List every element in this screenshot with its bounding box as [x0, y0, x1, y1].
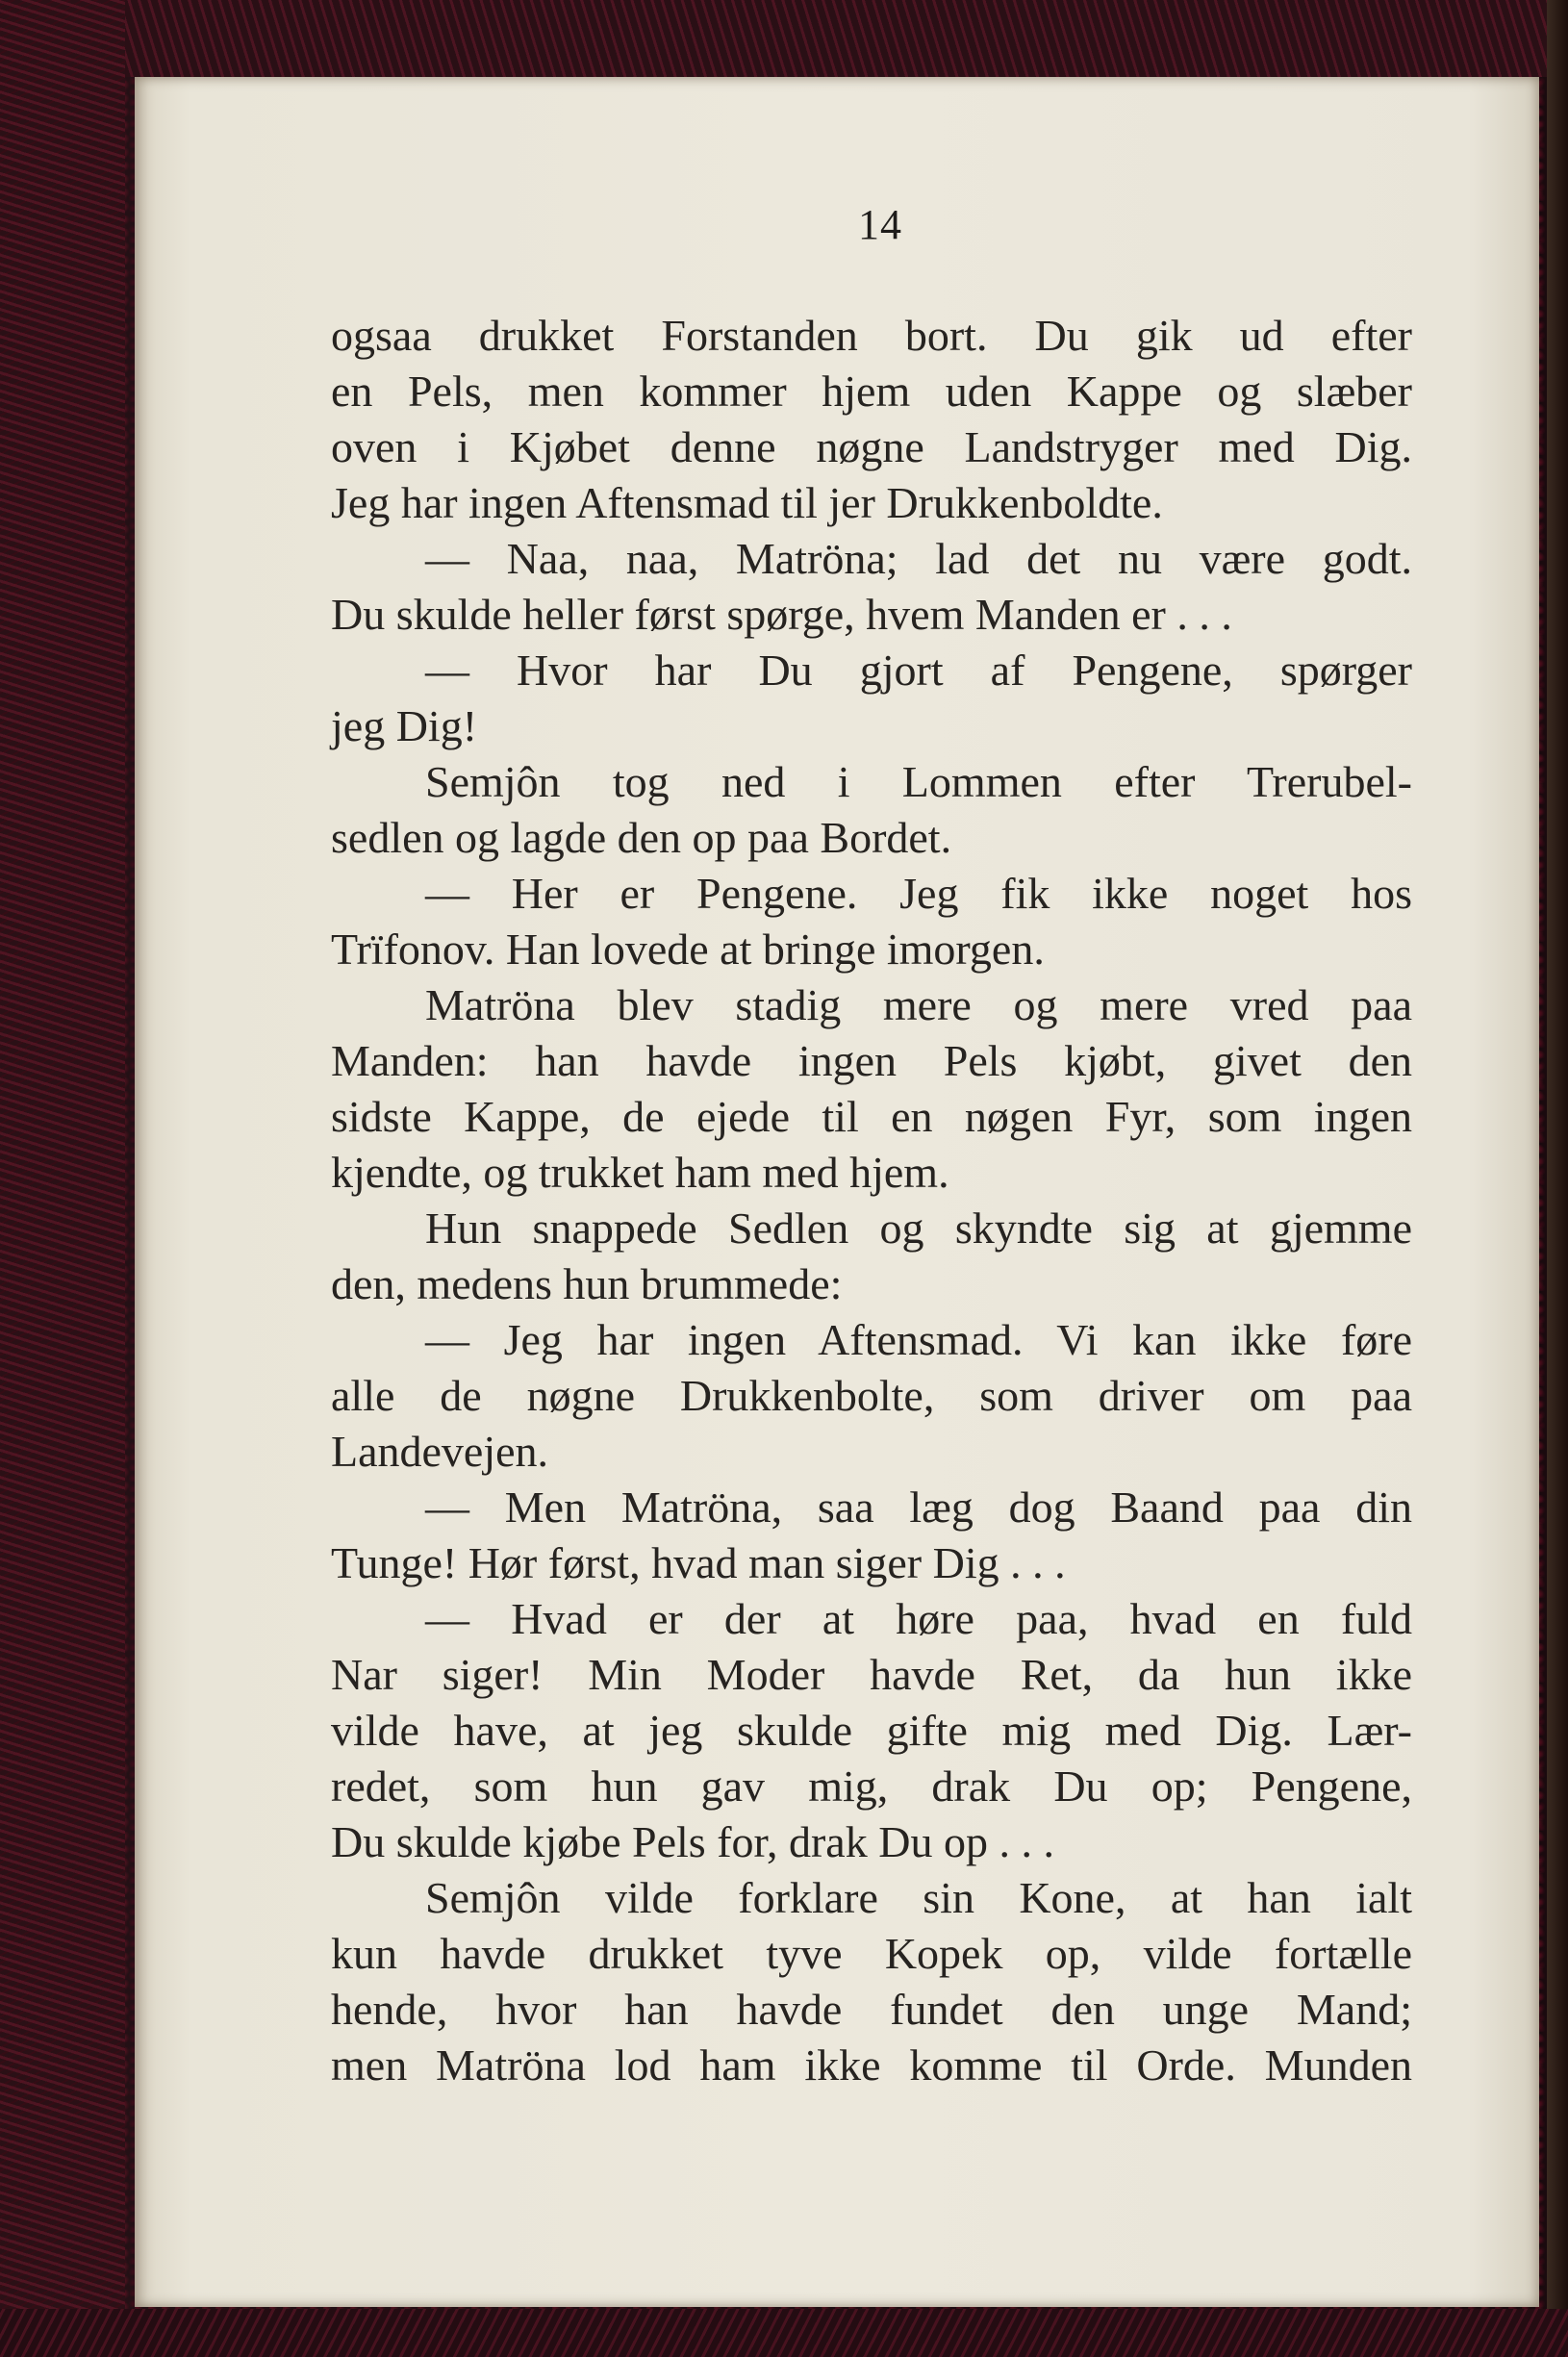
text-line-content: Jeg har ingen Aftensmad til jer Drukkenboldte. [331, 478, 1163, 527]
cover-edge-right [1547, 0, 1568, 2357]
text-line-content: men Matröna lod ham ikke komme til Orde. Munden [331, 2040, 1412, 2090]
text-line [331, 1256, 1412, 1312]
text-line [331, 1089, 1412, 1145]
text-line [331, 1703, 1412, 1759]
text-line-content: Du skulde heller først spørge, hvem Manden er . . . [331, 590, 1232, 639]
text-line [331, 419, 1412, 475]
text-line-content: alle de nøgne Drukkenbolte, som driver om paa [331, 1371, 1412, 1420]
text-line [331, 2038, 1412, 2093]
cover-edge-left [0, 0, 125, 2357]
text-line-content: den, medens hun brummede: [331, 1259, 843, 1308]
text-line-content: — Hvor har Du gjort af Pengene, spørger [425, 646, 1412, 695]
text-line-content: Landevejen. [331, 1427, 549, 1476]
text-line-content: — Her er Pengene. Jeg fik ikke noget hos [425, 869, 1412, 918]
text-line-content: — Naa, naa, Matröna; lad det nu være godt. [425, 534, 1412, 583]
text-line [331, 1424, 1412, 1480]
text-line-content: Du skulde kjøbe Pels for, drak Du op . . . [331, 1817, 1054, 1866]
text-line [331, 1201, 1412, 1256]
text-line-content: Semjôn vilde forklare sin Kone, at han ialt [425, 1873, 1412, 1922]
text-line-content: vilde have, at jeg skulde gifte mig med Dig. Lær- [331, 1706, 1412, 1755]
text-line [331, 587, 1412, 643]
text-line-content: en Pels, men kommer hjem uden Kappe og slæber [331, 367, 1412, 416]
text-line-content: redet, som hun gav mig, drak Du op; Pengene, [331, 1761, 1412, 1811]
text-line-content: Hun snappede Sedlen og skyndte sig at gjemme [425, 1204, 1412, 1253]
text-line-content: kjendte, og trukket ham med hjem. [331, 1148, 949, 1197]
text-line-content: Matröna blev stadig mere og mere vred paa [425, 980, 1412, 1029]
text-line [331, 977, 1412, 1033]
text-line [331, 364, 1412, 419]
cover-edge-bottom [0, 2309, 1568, 2357]
text-line [331, 1480, 1412, 1535]
text-line [331, 1535, 1412, 1591]
text-line-content: — Jeg har ingen Aftensmad. Vi kan ikke føre [425, 1315, 1412, 1364]
text-line [331, 866, 1412, 922]
text-line [331, 1312, 1412, 1368]
text-line-content: jeg Dig! [331, 701, 478, 750]
text-line [331, 754, 1412, 810]
text-line [331, 1591, 1412, 1647]
text-line-content: hende, hvor han havde fundet den unge Mand; [331, 1985, 1412, 2034]
text-line-content: kun havde drukket tyve Kopek op, vilde fortælle [331, 1929, 1412, 1978]
text-line-content: — Men Matröna, saa læg dog Baand paa din [425, 1483, 1412, 1532]
text-line [331, 698, 1412, 754]
body-text [331, 308, 1412, 2093]
text-line [331, 1368, 1412, 1424]
text-line [331, 1759, 1412, 1814]
text-line-content: Semjôn tog ned i Lommen efter Trerubel- [425, 757, 1412, 806]
text-line [331, 475, 1412, 531]
text-line [331, 922, 1412, 977]
text-line [331, 1033, 1412, 1089]
text-line-content: oven i Kjøbet denne nøgne Landstryger med Dig. [331, 422, 1412, 471]
text-line-content: Tunge! Hør først, hvad man siger Dig . . . [331, 1538, 1066, 1587]
cover-edge-top [0, 0, 1568, 77]
text-line-content: Manden: han havde ingen Pels kjøbt, givet den [331, 1036, 1412, 1085]
book-page [135, 77, 1539, 2307]
text-line [331, 1870, 1412, 1926]
text-line [331, 531, 1412, 587]
text-line-content: Trïfonov. Han lovede at bringe imorgen. [331, 925, 1045, 974]
page-number: 14 [858, 201, 902, 248]
text-line [331, 308, 1412, 364]
text-line [331, 1647, 1412, 1703]
text-line [331, 1982, 1412, 2038]
text-line-content: sidste Kappe, de ejede til en nøgen Fyr, som ingen [331, 1092, 1412, 1141]
text-line-content: ogsaa drukket Forstanden bort. Du gik ud efter [331, 311, 1412, 360]
text-line [331, 1926, 1412, 1982]
text-line [331, 1145, 1412, 1201]
text-line [331, 643, 1412, 698]
text-line [331, 1814, 1412, 1870]
text-line [331, 810, 1412, 866]
text-line-content: — Hvad er der at høre paa, hvad en fuld [425, 1594, 1412, 1643]
text-line-content: sedlen og lagde den op paa Bordet. [331, 813, 952, 862]
text-line-content: Nar siger! Min Moder havde Ret, da hun ikke [331, 1650, 1412, 1699]
